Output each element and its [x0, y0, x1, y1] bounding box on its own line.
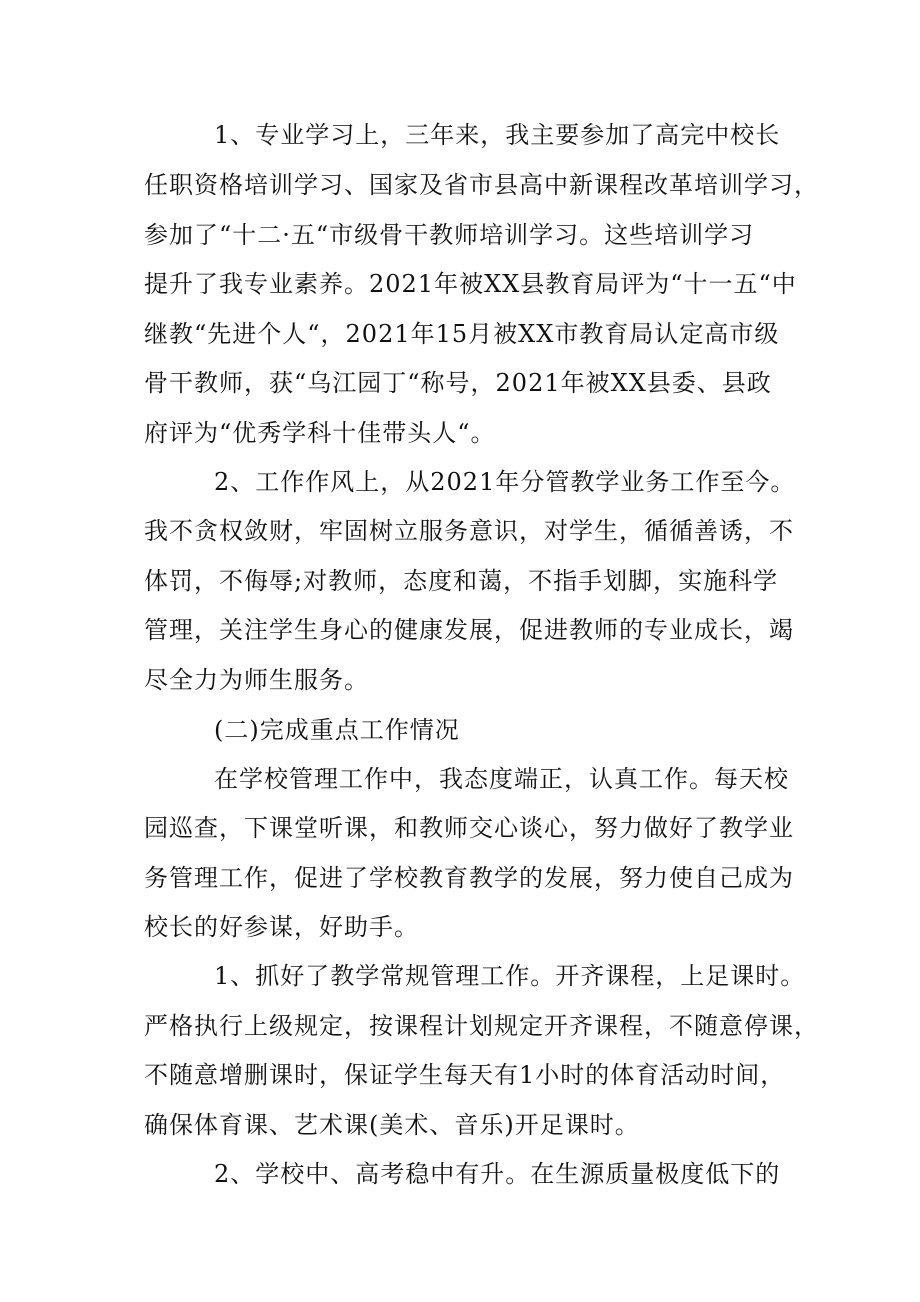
- text-line: 管理，关注学生身心的健康发展，促进教师的专业成长，竭: [144, 616, 794, 644]
- text-line: 继教“先进个人“，2021年15月被XX市教育局认定高市级: [144, 320, 780, 348]
- section-heading: (二)完成重点工作情况: [214, 716, 460, 744]
- text-line: 提升了我专业素养。2021年被XX县教育局评为“十一五“中: [144, 270, 797, 298]
- text-line: 我不贪权敛财，牢固树立服务意识，对学生，循循善诱，不: [144, 517, 794, 545]
- text-line: 1、专业学习上，三年来，我主要参加了高完中校长: [214, 121, 781, 149]
- text-line: 2、学校中、高考稳中有升。在生源质量极度低下的: [214, 1160, 781, 1188]
- text-line: 骨干教师，获“乌江园丁“称号，2021年被XX县委、县政: [144, 369, 772, 397]
- text-line: 参加了“十二·五“市级骨干教师培训学习。这些培训学习: [144, 221, 755, 249]
- text-line: 校长的好参谋，好助手。: [144, 913, 419, 941]
- text-line: 务管理工作，促进了学校教育教学的发展，努力使自己成为: [144, 864, 794, 892]
- text-line: 1、抓好了教学常规管理工作。开齐课程，上足课时。: [214, 962, 806, 990]
- text-line: 尽全力为师生服务。: [144, 666, 369, 694]
- text-line: 园巡查，下课堂听课，和教师交心谈心，努力做好了教学业: [144, 814, 794, 842]
- text-line: 任职资格培训学习、国家及省市县高中新课程改革培训学习，: [144, 171, 819, 199]
- text-line: 府评为“优秀学科十佳带头人“。: [144, 419, 496, 447]
- text-line: 2、工作作风上，从2021年分管教学业务工作至今。: [214, 468, 796, 496]
- text-line: 体罚，不侮辱;对教师，态度和蔼，不指手划脚，实施科学: [144, 567, 779, 595]
- text-line: 严格执行上级规定，按课程计划规定开齐课程，不随意停课，: [144, 1012, 819, 1040]
- text-line: 在学校管理工作中，我态度端正，认真工作。每天校: [214, 765, 789, 793]
- text-line: 不随意增删课时，保证学生每天有1小时的体育活动时间，: [144, 1061, 786, 1089]
- text-line: 确保体育课、艺术课(美术、音乐)开足课时。: [144, 1111, 640, 1139]
